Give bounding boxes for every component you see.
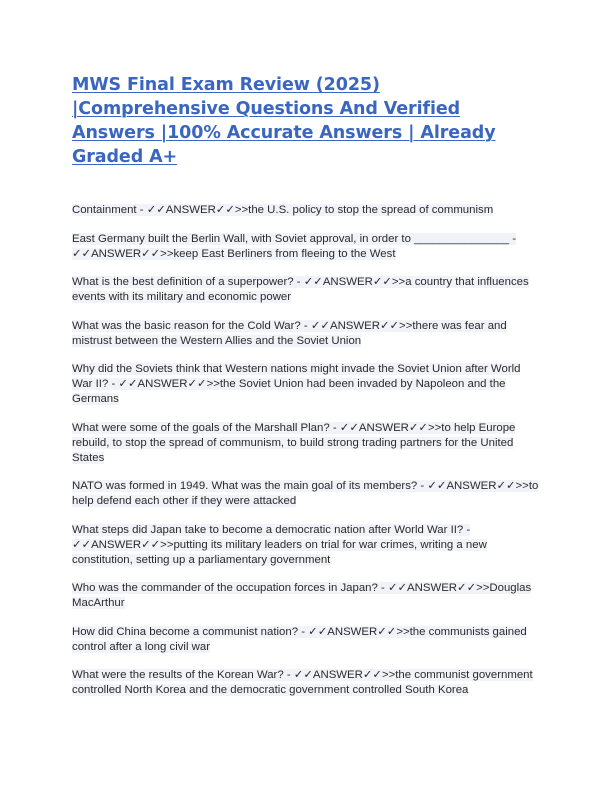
qa-item-4 [72, 319, 542, 349]
qa-text: Containment - ✓✓ANSWER✓✓>>the U.S. policy to stop the spread of communism [72, 204, 494, 216]
qa-list [72, 203, 542, 712]
qa-text: What were some of the goals of the Marshall Plan? - ✓✓ANSWER✓✓>>to help Europe rebuild, to stop the spread of communism, to build strong trading partners for the United States [72, 421, 516, 464]
qa-item-1 [72, 203, 542, 218]
qa-item-2 [72, 232, 542, 262]
qa-item-5 [72, 362, 542, 407]
qa-text: What were the results of the Korean War? - ✓✓ANSWER✓✓>>the communist government controlled North Korea and the democratic government controlled South Korea [72, 669, 533, 696]
qa-text: How did China become a communist nation? - ✓✓ANSWER✓✓>>the communists gained control after a long civil war [72, 625, 527, 653]
qa-item-11 [72, 668, 542, 698]
qa-text: Why did the Soviets think that Western nations might invade the Soviet Union after World War II? - ✓✓ANSWER✓✓>>the Soviet Union had been invaded by Napoleon and the Germans [72, 363, 521, 405]
qa-item-9 [72, 581, 542, 611]
qa-text: Who was the commander of the occupation forces in Japan? - ✓✓ANSWER✓✓>>Douglas MacArthur [72, 582, 532, 609]
qa-item-8 [72, 523, 542, 568]
qa-text: What steps did Japan take to become a democratic nation after World War II? - ✓✓ANSWER✓✓>>putting its military leaders on trial for war crimes, writing a new constitution, setting up a parliamentary government [72, 523, 487, 566]
qa-item-6 [72, 421, 542, 466]
qa-text: East Germany built the Berlin Wall, with Soviet approval, in order to _______________ - ✓✓ANSWER✓✓>>keep East Berliners from fleeing to the West [72, 232, 517, 260]
qa-item-3 [72, 275, 542, 305]
qa-item-7 [72, 479, 542, 509]
qa-text: What is the best definition of a superpower? - ✓✓ANSWER✓✓>>a country that influences events with its military and economic power [72, 276, 529, 303]
document-title: MWS Final Exam Review (2025) |Comprehensive Questions And Verified Answers |100% Accurate Answers | Already Graded A+ [72, 75, 496, 167]
qa-text: What was the basic reason for the Cold War? - ✓✓ANSWER✓✓>>there was fear and mistrust between the Western Allies and the Soviet Union [72, 319, 507, 347]
qa-text: NATO was formed in 1949. What was the main goal of its members? - ✓✓ANSWER✓✓>>to help defend each other if they were attacked [72, 480, 539, 507]
qa-item-10 [72, 625, 542, 655]
